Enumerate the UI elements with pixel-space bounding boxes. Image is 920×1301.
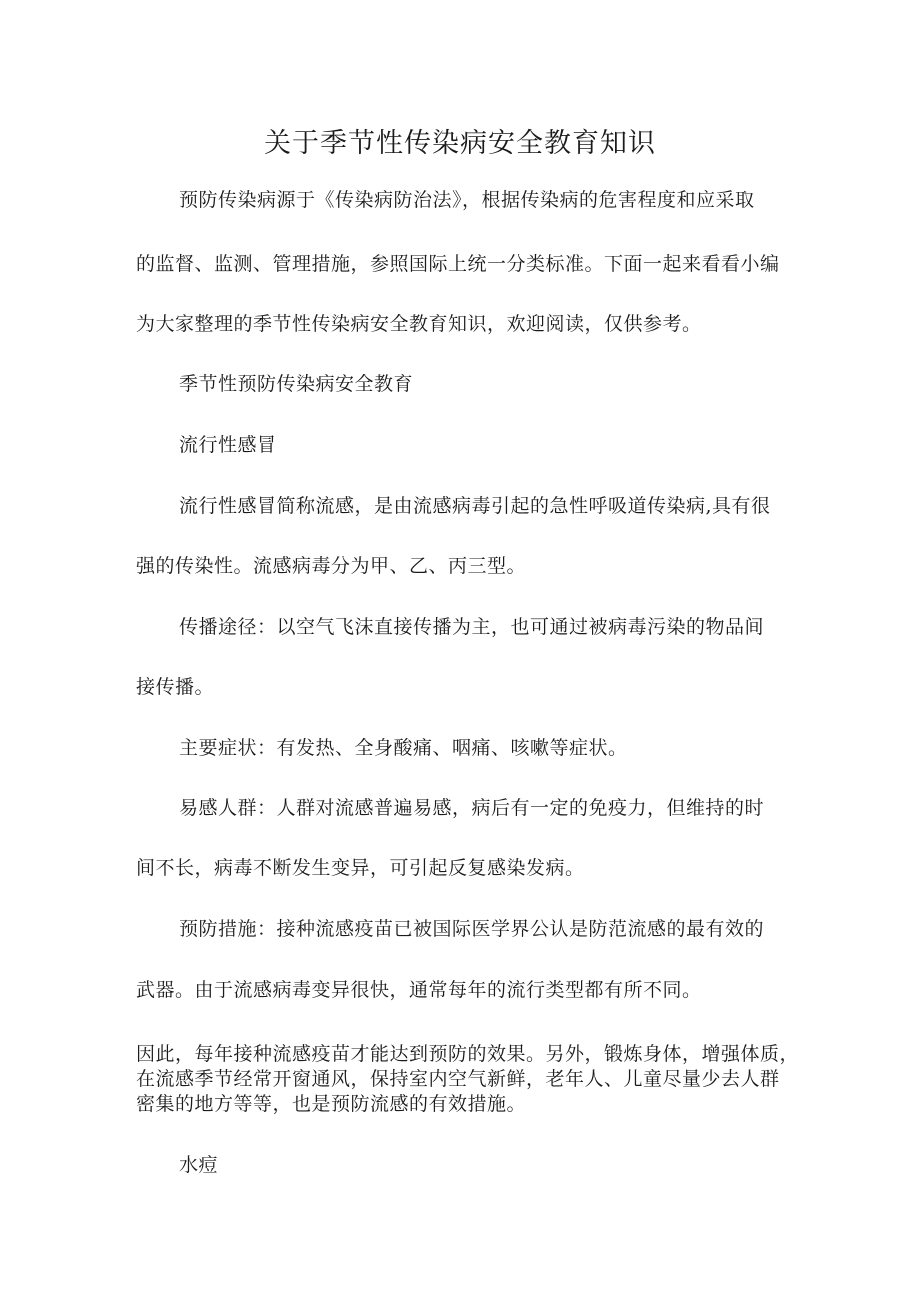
paragraph-transmission [136, 612, 788, 642]
section-heading [136, 369, 788, 399]
paragraph-line: 预防传染病源于《传染病防治法》，根据传染病的危害程度和应采取 [179, 189, 755, 211]
paragraph-line: 的监督、监测、管理措施，参照国际上统一分类标准。下面一起来看看小编 [136, 253, 780, 275]
paragraph-influenza-definition [136, 491, 788, 521]
heading-text: 季节性预防传染病安全教育 [179, 373, 414, 395]
paragraph-susceptible-cont [136, 853, 788, 883]
paragraph-influenza-definition-cont [136, 551, 788, 581]
subsection-heading [136, 1150, 788, 1180]
paragraph-line: 传播途径：以空气飞沫直接传播为主，也可通过被病毒污染的物品间 [179, 616, 765, 638]
paragraph-line: 密集的地方等等，也是预防流感的有效措施。 [136, 1093, 527, 1115]
document-title: 关于季节性传染病安全教育知识 [264, 128, 656, 159]
paragraph-susceptible [136, 793, 788, 823]
paragraph-transmission-cont [136, 672, 788, 702]
paragraph-intro [136, 185, 788, 215]
paragraph-line: 流行性感冒简称流感，是由流感病毒引起的急性呼吸道传染病,具有很 [179, 495, 771, 517]
paragraph-line: 预防措施：接种流感疫苗已被国际医学界公认是防范流感的最有效的 [179, 918, 765, 940]
paragraph-line: 为大家整理的季节性传染病安全教育知识，欢迎阅读，仅供参考。 [136, 313, 702, 335]
paragraph-intro-cont [136, 249, 788, 279]
paragraph-line: 主要症状：有发热、全身酸痛、咽痛、咳嗽等症状。 [179, 737, 628, 759]
subsection-heading [136, 430, 788, 460]
heading-text: 流行性感冒 [179, 434, 277, 456]
paragraph-line: 因此，每年接种流感疫苗才能达到预防的效果。另外，锻炼身体，增强体质， [136, 1043, 800, 1065]
paragraph-intro-cont [136, 309, 788, 339]
paragraph-vaccination [136, 1042, 800, 1117]
heading-text: 水痘 [179, 1154, 219, 1176]
paragraph-line: 强的传染性。流感病毒分为甲、乙、丙三型。 [136, 555, 527, 577]
paragraph-prevention [136, 914, 788, 944]
paragraph-line: 易感人群：人群对流感普遍易感，病后有一定的免疫力，但维持的时 [179, 797, 765, 819]
paragraph-line: 在流感季节经常开窗通风，保持室内空气新鲜，老年人、儿童尽量少去人群 [136, 1068, 780, 1090]
paragraph-line: 接传播。 [136, 676, 215, 698]
paragraph-line: 间不长，病毒不断发生变异，可引起反复感染发病。 [136, 857, 585, 879]
paragraph-line: 武器。由于流感病毒变异很快，通常每年的流行类型都有所不同。 [136, 979, 702, 1001]
paragraph-symptoms [136, 733, 788, 763]
paragraph-prevention-cont [136, 975, 788, 1005]
